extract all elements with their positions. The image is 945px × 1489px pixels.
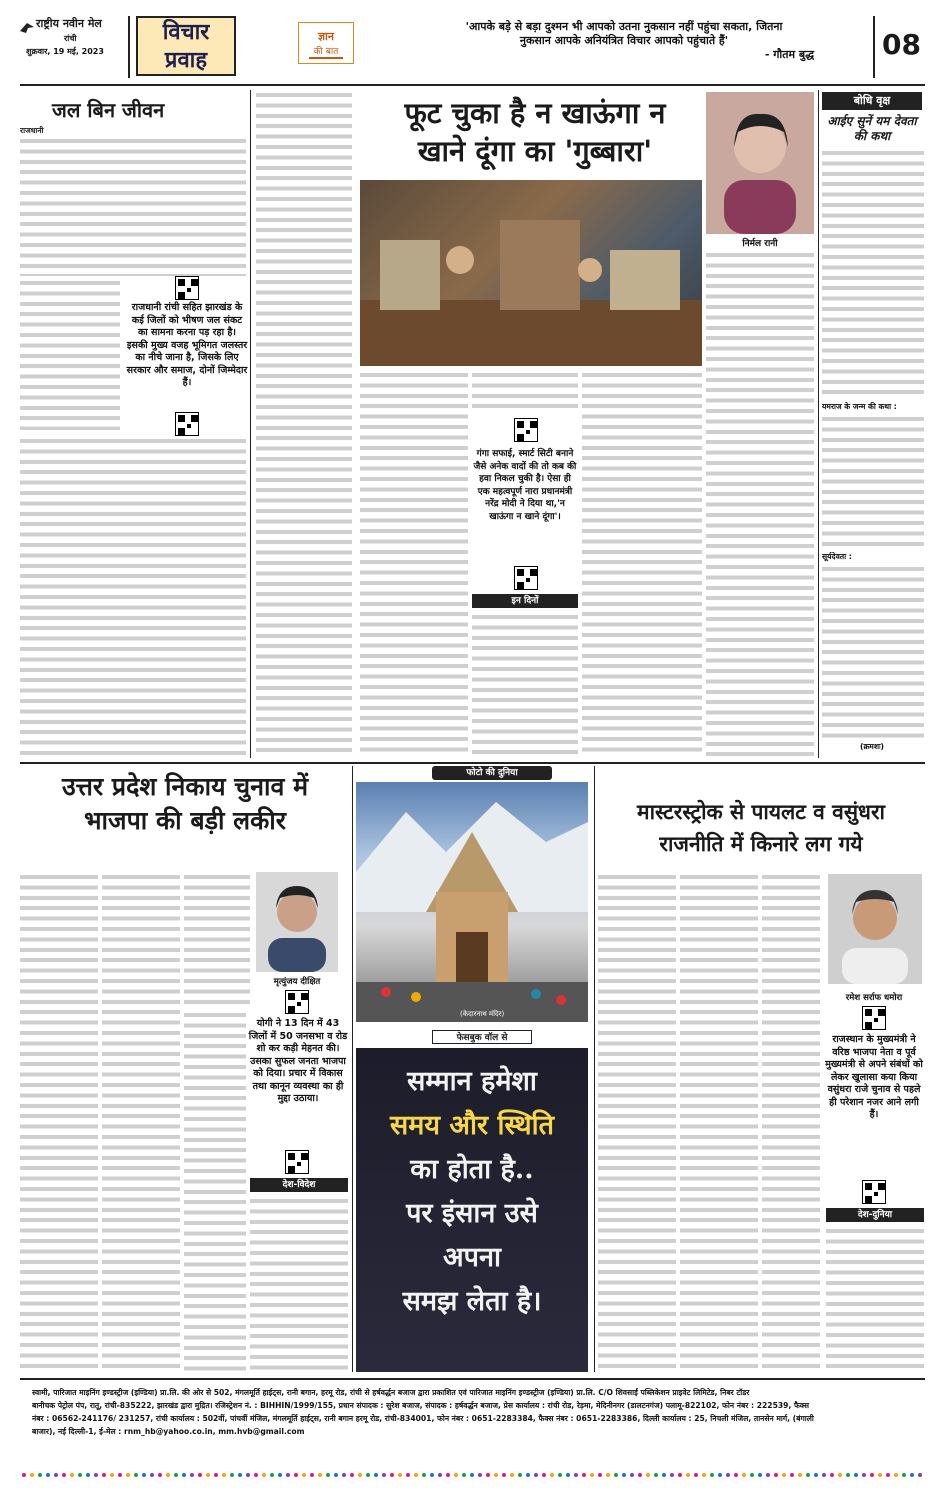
dot: [534, 1473, 538, 1477]
dot: [446, 1473, 450, 1477]
fb-label: फेसबुक वॉल से: [432, 1030, 532, 1044]
dot: [70, 1473, 74, 1477]
dot: [654, 1473, 658, 1477]
dot: [918, 1473, 922, 1477]
qr-icon-4: [514, 566, 538, 590]
qr-icon: [175, 276, 199, 300]
dot: [334, 1473, 338, 1477]
dot: [302, 1473, 306, 1477]
market-photo: [360, 180, 702, 366]
dot: [598, 1473, 602, 1477]
page-number: 08: [882, 28, 921, 61]
editorial-title: जल बिन जीवन: [52, 98, 165, 122]
temple-photo: [356, 782, 588, 1022]
dot: [358, 1473, 362, 1477]
dot: [854, 1473, 858, 1477]
dot: [342, 1473, 346, 1477]
dot: [398, 1473, 402, 1477]
dot: [262, 1473, 266, 1477]
dot: [662, 1473, 666, 1477]
bodhi-credit: (क्रमशः): [860, 742, 885, 751]
dot: [862, 1473, 866, 1477]
dot: [86, 1473, 90, 1477]
dot: [518, 1473, 522, 1477]
dot: [238, 1473, 242, 1477]
dot: [902, 1473, 906, 1477]
dot: [102, 1473, 106, 1477]
dot: [406, 1473, 410, 1477]
dot: [630, 1473, 634, 1477]
dot: [206, 1473, 210, 1477]
dot: [198, 1473, 202, 1477]
dot: [470, 1473, 474, 1477]
dot: [766, 1473, 770, 1477]
dot: [734, 1473, 738, 1477]
section-title: विचार प्रवाह: [136, 16, 236, 76]
raj-author-photo: [828, 874, 922, 984]
dot: [174, 1473, 178, 1477]
dot: [126, 1473, 130, 1477]
fb-quote-card: सम्मान हमेशा समय और स्थिति का होता है.. पर इंसान उसे अपना समझ लेता है।: [356, 1048, 588, 1372]
dot: [214, 1473, 218, 1477]
raj-label: देश-दुनिया: [826, 1208, 924, 1222]
dot: [742, 1473, 746, 1477]
dot: [678, 1473, 682, 1477]
dot: [350, 1473, 354, 1477]
dot: [558, 1473, 562, 1477]
dot: [774, 1473, 778, 1477]
dot: [54, 1473, 58, 1477]
color-dots: [20, 1462, 925, 1481]
dot: [374, 1473, 378, 1477]
dot: [286, 1473, 290, 1477]
up-label: देश-विदेश: [250, 1178, 348, 1192]
dot: [510, 1473, 514, 1477]
qr-icon-7: [862, 1006, 886, 1030]
bodhi-label: बोधि वृक्ष: [822, 92, 922, 110]
qr-icon-8: [862, 1180, 886, 1204]
dot: [430, 1473, 434, 1477]
center-label: इन दिनों: [472, 594, 578, 608]
dot: [638, 1473, 642, 1477]
dot: [590, 1473, 594, 1477]
bodhi-sub1: यमराज के जन्म की कथा :: [822, 402, 897, 411]
center-author: निर्मल रानी: [742, 239, 778, 249]
dot: [390, 1473, 394, 1477]
dot: [894, 1473, 898, 1477]
dot: [550, 1473, 554, 1477]
dot: [22, 1473, 26, 1477]
qr-icon-5: [285, 990, 309, 1014]
masthead: [20, 16, 925, 78]
dot: [718, 1473, 722, 1477]
dot: [182, 1473, 186, 1477]
dot: [294, 1473, 298, 1477]
dot: [78, 1473, 82, 1477]
dot: [886, 1473, 890, 1477]
dot: [574, 1473, 578, 1477]
dot: [246, 1473, 250, 1477]
raj-title: मास्टरस्ट्रोक से पायलट व वसुंधरा राजनीति में किनारे लग गये: [637, 799, 885, 856]
dot: [30, 1473, 34, 1477]
dot: [230, 1473, 234, 1477]
editorial-lead: राजधानी: [20, 126, 44, 135]
paper-name: राष्ट्रीय नवीन मेल: [36, 17, 102, 30]
dot: [806, 1473, 810, 1477]
dot: [646, 1473, 650, 1477]
qr-icon-2: [175, 412, 199, 436]
dot: [478, 1473, 482, 1477]
up-author-photo: [256, 872, 338, 972]
dot: [846, 1473, 850, 1477]
dot: [142, 1473, 146, 1477]
bodhi-title: आईए सुनें यम देवता की कथा: [827, 114, 917, 143]
center-headline: फूट चुका है न खाऊंगा न खाने दूंगा का 'गुब्बारा': [404, 96, 666, 168]
dot: [318, 1473, 322, 1477]
photo-caption: (केदारनाथ मंदिर): [460, 1010, 505, 1018]
dot: [694, 1473, 698, 1477]
date: शुक्रवार, 19 मई, 2023: [26, 47, 104, 56]
dot: [222, 1473, 226, 1477]
dot: [910, 1473, 914, 1477]
dot: [542, 1473, 546, 1477]
dot: [790, 1473, 794, 1477]
center-pull-quote: गंगा सफाई, स्मार्ट सिटी बनाने जैसे अनेक वादों की तो कब की हवा निकल चुकी है। ऐसा ही एक महत्वपूर्ण नारा प्रधानमंत्री नरेंद्र मोदी ने दिया था,'न खाऊंगा न खाने दूंगा'।: [473, 449, 577, 522]
dot: [438, 1473, 442, 1477]
dot: [798, 1473, 802, 1477]
imprint: स्वामी, पारिजात माइनिंग इण्डस्ट्रीज (इण्डिया) प्रा.लि. की ओर से 502, मंगलमूर्ति हाईट्स, रानी बगान, हरमू रोड, रांची से हर्षवर्द्धन बजाज द्वारा प्रकाशित एवं पारिजात माइनिंग इण्डस्ट्रीज (इण्डिया) प्रा.लि. C/O शिवसाईं पब्लिकेशन प्राइवेट लिमिटेड, निबर टॉडर बानीचक पेट्रोल पंप, रातू, रांची-835222, झारखंड द्वारा मुद्रित। रजिस्ट्रेशन नं. : BIHHIN/1999/155, प्रधान संपादक : सुरेश बजाज, संपादक : हर्षवर्द्धन बजाज, प्रेस कार्यालय : रांची रोड, रेड़मा, मेदिनीनगर (डालटनगंज) पलामू-822102, फोन नंबर : 222539, फैक्स नंबर : 06562-241176/ 231257, रांची कार्यालय : 502वीं, पांचवीं मंजिल, मंगलमूर्ति हाईट्स, रानी बगान हरमू रोड, रांची-834001, फोन नंबर : 0651-2283384, फैक्स नंबर : 0651-2283386, दिल्ली कार्यालय : 25, निचली मंजिल, तानसेन मार्ग, (बंगाली बाजार), नई दिल्ली-1, ई-मेल : rnm_hb@yahoo.co.in, mm.hvb@gmail.com: [32, 1388, 814, 1436]
bird-logo-icon: [20, 18, 34, 28]
dot: [606, 1473, 610, 1477]
dot: [454, 1473, 458, 1477]
gyan-box: ज्ञान की बात: [298, 22, 354, 64]
dot: [702, 1473, 706, 1477]
dot: [150, 1473, 154, 1477]
bodhi-sub2: सूर्यदेवता :: [822, 552, 852, 561]
up-title: उत्तर प्रदेश निकाय चुनाव में भाजपा की बड़ी लकीर: [61, 772, 309, 835]
dot: [422, 1473, 426, 1477]
dot: [870, 1473, 874, 1477]
dot: [110, 1473, 114, 1477]
dot: [670, 1473, 674, 1477]
editorial-pull-quote: राजधानी रांची सहित झारखंड के कई जिलों को भीषण जल संकट का सामना करना पड़ रहा है। इसकी मुख्य वजह भूमिगत जलस्तर का नीचे जाना है, जिसके लिए सरकार और समाज, दोनों जिम्मेदार हैं।: [126, 302, 248, 388]
dot: [414, 1473, 418, 1477]
dot: [830, 1473, 834, 1477]
dot: [566, 1473, 570, 1477]
dot: [750, 1473, 754, 1477]
dot: [366, 1473, 370, 1477]
dot: [710, 1473, 714, 1477]
dot: [254, 1473, 258, 1477]
city: रांची: [64, 34, 77, 43]
dot: [758, 1473, 762, 1477]
qr-icon-3: [514, 418, 538, 442]
dot: [310, 1473, 314, 1477]
dot: [822, 1473, 826, 1477]
dot: [382, 1473, 386, 1477]
up-pull-quote: योगी ने 13 दिन में 43 जिलों में 50 जनसभा व रोड शो कर कड़ी मेहनत की। उसका सुफल जनता भाजपा को दिया। प्रचार में विकास तथा कानून व्यवस्था का ही मुद्दा उठाया।: [248, 1018, 348, 1104]
dot: [270, 1473, 274, 1477]
dot: [782, 1473, 786, 1477]
dot: [134, 1473, 138, 1477]
dot: [726, 1473, 730, 1477]
dot: [118, 1473, 122, 1477]
editorial-text: [20, 126, 246, 276]
dot: [166, 1473, 170, 1477]
dot: [462, 1473, 466, 1477]
dot: [326, 1473, 330, 1477]
dot: [614, 1473, 618, 1477]
dot: [94, 1473, 98, 1477]
dot: [582, 1473, 586, 1477]
dot: [838, 1473, 842, 1477]
raj-author: रमेश सर्राफ धमोरा: [845, 993, 903, 1003]
dot: [814, 1473, 818, 1477]
top-quote: 'आपके बड़े से बड़ा दुश्मन भी आपको उतना नुकसान नहीं पहुंचा सकता, जितना नुकसान आपके अनियंत्रित विचार आपको पहुंचाते हैं' - गौतम बुद्ध: [465, 20, 814, 61]
author-photo: [706, 92, 814, 234]
dot: [278, 1473, 282, 1477]
dot: [158, 1473, 162, 1477]
dot: [526, 1473, 530, 1477]
dot: [494, 1473, 498, 1477]
dot: [46, 1473, 50, 1477]
dot: [622, 1473, 626, 1477]
dot: [878, 1473, 882, 1477]
dot: [502, 1473, 506, 1477]
dot: [190, 1473, 194, 1477]
dot: [62, 1473, 66, 1477]
dot: [686, 1473, 690, 1477]
qr-icon-6: [285, 1150, 309, 1174]
up-author: मृत्युंजय दीक्षित: [273, 977, 321, 987]
photo-label: फोटो की दुनिया: [432, 766, 552, 780]
dot: [486, 1473, 490, 1477]
raj-pull-quote: राजस्थान के मुख्यमंत्री ने वरिष्ठ भाजपा नेता व पूर्व मुख्यमंत्री से अपने संबंधों को लेकर खुलासा कया किया वसुंधरा राजे चुनाव से पहले ही परेशान नजर आने लगी हैं।: [825, 1034, 923, 1120]
dot: [38, 1473, 42, 1477]
